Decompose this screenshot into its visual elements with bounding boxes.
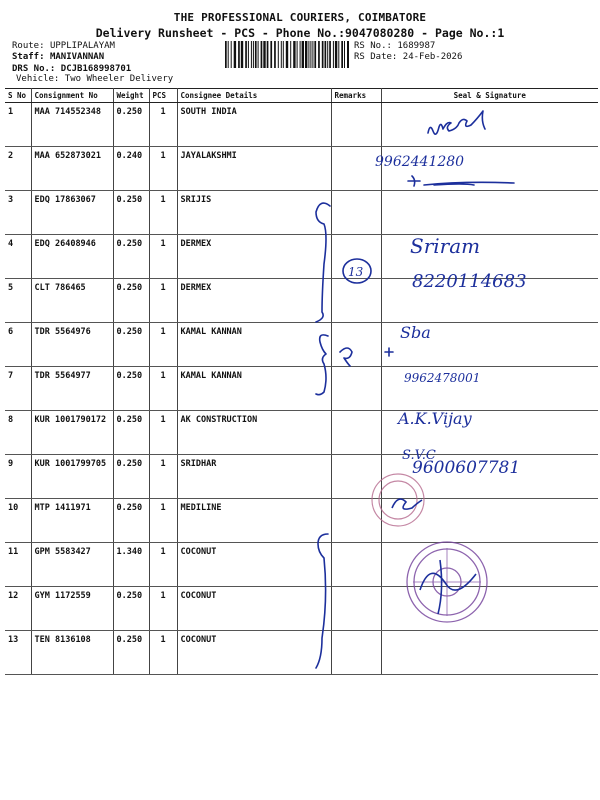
drs-line [12, 64, 131, 74]
cell-sno: 3 [5, 191, 31, 235]
col-header-remarks: Remarks [331, 89, 381, 103]
cell-seal-signature [381, 323, 598, 367]
table-row [5, 455, 598, 499]
staff-label: Staff: [12, 52, 45, 62]
cell-remarks [331, 587, 381, 631]
table-row [5, 367, 598, 411]
table-row [5, 587, 598, 631]
handwritten-name-row9: S.V.C [402, 448, 436, 463]
table-row [5, 323, 598, 367]
cell-consignment-no: CLT 786465 [31, 279, 113, 323]
table-row [5, 543, 598, 587]
drs-label: DRS No.: [12, 64, 56, 74]
cell-pcs: 1 [149, 323, 177, 367]
col-header-pcs: PCS [149, 89, 177, 103]
cell-consignment-no: MAA 714552348 [31, 103, 113, 147]
table-row [5, 147, 598, 191]
cell-weight: 0.250 [113, 367, 149, 411]
cell-pcs: 1 [149, 455, 177, 499]
cell-weight: 0.250 [113, 103, 149, 147]
cell-sno: 13 [5, 631, 31, 675]
cell-consignee: KAMAL KANNAN [177, 323, 331, 367]
handwritten-name-row6: Sba [400, 323, 431, 342]
cell-pcs: 1 [149, 235, 177, 279]
cell-seal-signature [381, 631, 598, 675]
cell-sno: 5 [5, 279, 31, 323]
cell-consignee: DERMEX [177, 235, 331, 279]
cell-consignment-no: KUR 1001799705 [31, 455, 113, 499]
cell-pcs: 1 [149, 279, 177, 323]
cell-weight: 0.250 [113, 323, 149, 367]
cell-consignment-no: MTP 1411971 [31, 499, 113, 543]
col-header-consignment: Consignment No [31, 89, 113, 103]
cell-remarks [331, 191, 381, 235]
col-header-weight: Weight [113, 89, 149, 103]
cell-seal-signature [381, 587, 598, 631]
vehicle-value: Two Wheeler Delivery [64, 74, 174, 84]
col-header-consignee: Consignee Details [177, 89, 331, 103]
cell-sno: 6 [5, 323, 31, 367]
cell-weight: 0.250 [113, 455, 149, 499]
cell-weight: 0.250 [113, 279, 149, 323]
cell-consignment-no: MAA 652873021 [31, 147, 113, 191]
handwritten-phone-row7: 9962478001 [404, 371, 481, 385]
table-row [5, 411, 598, 455]
cell-pcs: 1 [149, 499, 177, 543]
cell-seal-signature [381, 147, 598, 191]
cell-consignee: JAYALAKSHMI [177, 147, 331, 191]
cell-weight: 0.250 [113, 191, 149, 235]
rs-no-line [354, 41, 435, 51]
cell-remarks [331, 103, 381, 147]
cell-seal-signature [381, 279, 598, 323]
cell-consignee: MEDILINE [177, 499, 331, 543]
cell-consignee: AK CONSTRUCTION [177, 411, 331, 455]
cell-sno: 9 [5, 455, 31, 499]
cell-seal-signature [381, 543, 598, 587]
cell-seal-signature [381, 191, 598, 235]
cell-weight: 0.240 [113, 147, 149, 191]
cell-remarks [331, 455, 381, 499]
cell-weight: 0.250 [113, 631, 149, 675]
table-row [5, 235, 598, 279]
cell-consignment-no: GPM 5583427 [31, 543, 113, 587]
handwritten-name-row8: A.K.Vijay [398, 409, 472, 428]
table-row [5, 631, 598, 675]
cell-consignment-no: EDQ 17863067 [31, 191, 113, 235]
cell-pcs: 1 [149, 587, 177, 631]
cell-consignee: KAMAL KANNAN [177, 367, 331, 411]
cell-pcs: 1 [149, 147, 177, 191]
cell-consignee: SRIJIS [177, 191, 331, 235]
cell-remarks [331, 323, 381, 367]
barcode [225, 41, 349, 68]
cell-sno: 12 [5, 587, 31, 631]
cell-consignee: SRIDHAR [177, 455, 331, 499]
cell-pcs: 1 [149, 367, 177, 411]
staff-value: MANIVANNAN [49, 52, 105, 62]
cell-weight: 0.250 [113, 235, 149, 279]
handwritten-circled-number: 13 [348, 265, 364, 279]
cell-consignee: DERMEX [177, 279, 331, 323]
cell-weight: 1.340 [113, 543, 149, 587]
route-line [12, 41, 115, 51]
cell-consignment-no: TDR 5564976 [31, 323, 113, 367]
cell-weight: 0.250 [113, 411, 149, 455]
handwritten-name-row4: Sriram [410, 234, 481, 258]
cell-consignee: SOUTH INDIA [177, 103, 331, 147]
cell-consignment-no: TDR 5564977 [31, 367, 113, 411]
cell-sno: 2 [5, 147, 31, 191]
cell-pcs: 1 [149, 543, 177, 587]
cell-sno: 4 [5, 235, 31, 279]
rs-no-label: RS No.: [354, 41, 392, 51]
cell-consignment-no: GYM 1172559 [31, 587, 113, 631]
cell-weight: 0.250 [113, 499, 149, 543]
company-title: THE PROFESSIONAL COURIERS, COIMBATORE [173, 11, 427, 24]
cell-sno: 7 [5, 367, 31, 411]
cell-consignee: COCONUT [177, 587, 331, 631]
table-row [5, 499, 598, 543]
vehicle-line [16, 74, 173, 84]
cell-remarks [331, 411, 381, 455]
runsheet-table [5, 88, 598, 675]
table-row [5, 279, 598, 323]
staff-line [12, 52, 104, 62]
cell-pcs: 1 [149, 411, 177, 455]
cell-remarks [331, 543, 381, 587]
cell-consignment-no: TEN 8136108 [31, 631, 113, 675]
cell-sno: 1 [5, 103, 31, 147]
cell-consignment-no: EDQ 26408946 [31, 235, 113, 279]
cell-pcs: 1 [149, 103, 177, 147]
rs-date-line [354, 52, 462, 62]
route-label: Route: [12, 41, 45, 51]
rs-date-value: 24-Feb-2026 [402, 52, 463, 62]
cell-remarks [331, 499, 381, 543]
cell-seal-signature [381, 367, 598, 411]
rs-date-label: RS Date: [354, 52, 398, 62]
cell-weight: 0.250 [113, 587, 149, 631]
cell-pcs: 1 [149, 631, 177, 675]
cell-consignee: COCONUT [177, 631, 331, 675]
drs-value: DCJB168998701 [60, 64, 132, 74]
col-header-sno: S No [5, 89, 31, 103]
cell-remarks [331, 631, 381, 675]
cell-consignment-no: KUR 1001790172 [31, 411, 113, 455]
handwritten-phone-row9: 9600607781 [412, 458, 521, 478]
cell-seal-signature [381, 411, 598, 455]
handwritten-phone-row5: 8220114683 [412, 271, 527, 292]
table-header-row [5, 89, 598, 103]
cell-remarks [331, 235, 381, 279]
cell-sno: 10 [5, 499, 31, 543]
rs-no-value: 1689987 [397, 41, 436, 51]
table-row [5, 103, 598, 147]
vehicle-label: Vehicle: [16, 74, 60, 84]
cell-remarks [331, 147, 381, 191]
cell-consignee: COCONUT [177, 543, 331, 587]
cell-pcs: 1 [149, 191, 177, 235]
col-header-signature: Seal & Signature [381, 89, 598, 103]
runsheet-subtitle: Delivery Runsheet - PCS - Phone No.:9047080280 - Page No.:1 [95, 26, 505, 40]
route-value: UPPLIPALAYAM [49, 41, 115, 51]
cell-remarks [331, 367, 381, 411]
table-row [5, 191, 598, 235]
cell-seal-signature [381, 103, 598, 147]
cell-seal-signature [381, 235, 598, 279]
cell-sno: 11 [5, 543, 31, 587]
cell-remarks [331, 279, 381, 323]
cell-seal-signature [381, 455, 598, 499]
cell-sno: 8 [5, 411, 31, 455]
handwritten-phone-row2: 9962441280 [375, 154, 465, 170]
cell-seal-signature [381, 499, 598, 543]
